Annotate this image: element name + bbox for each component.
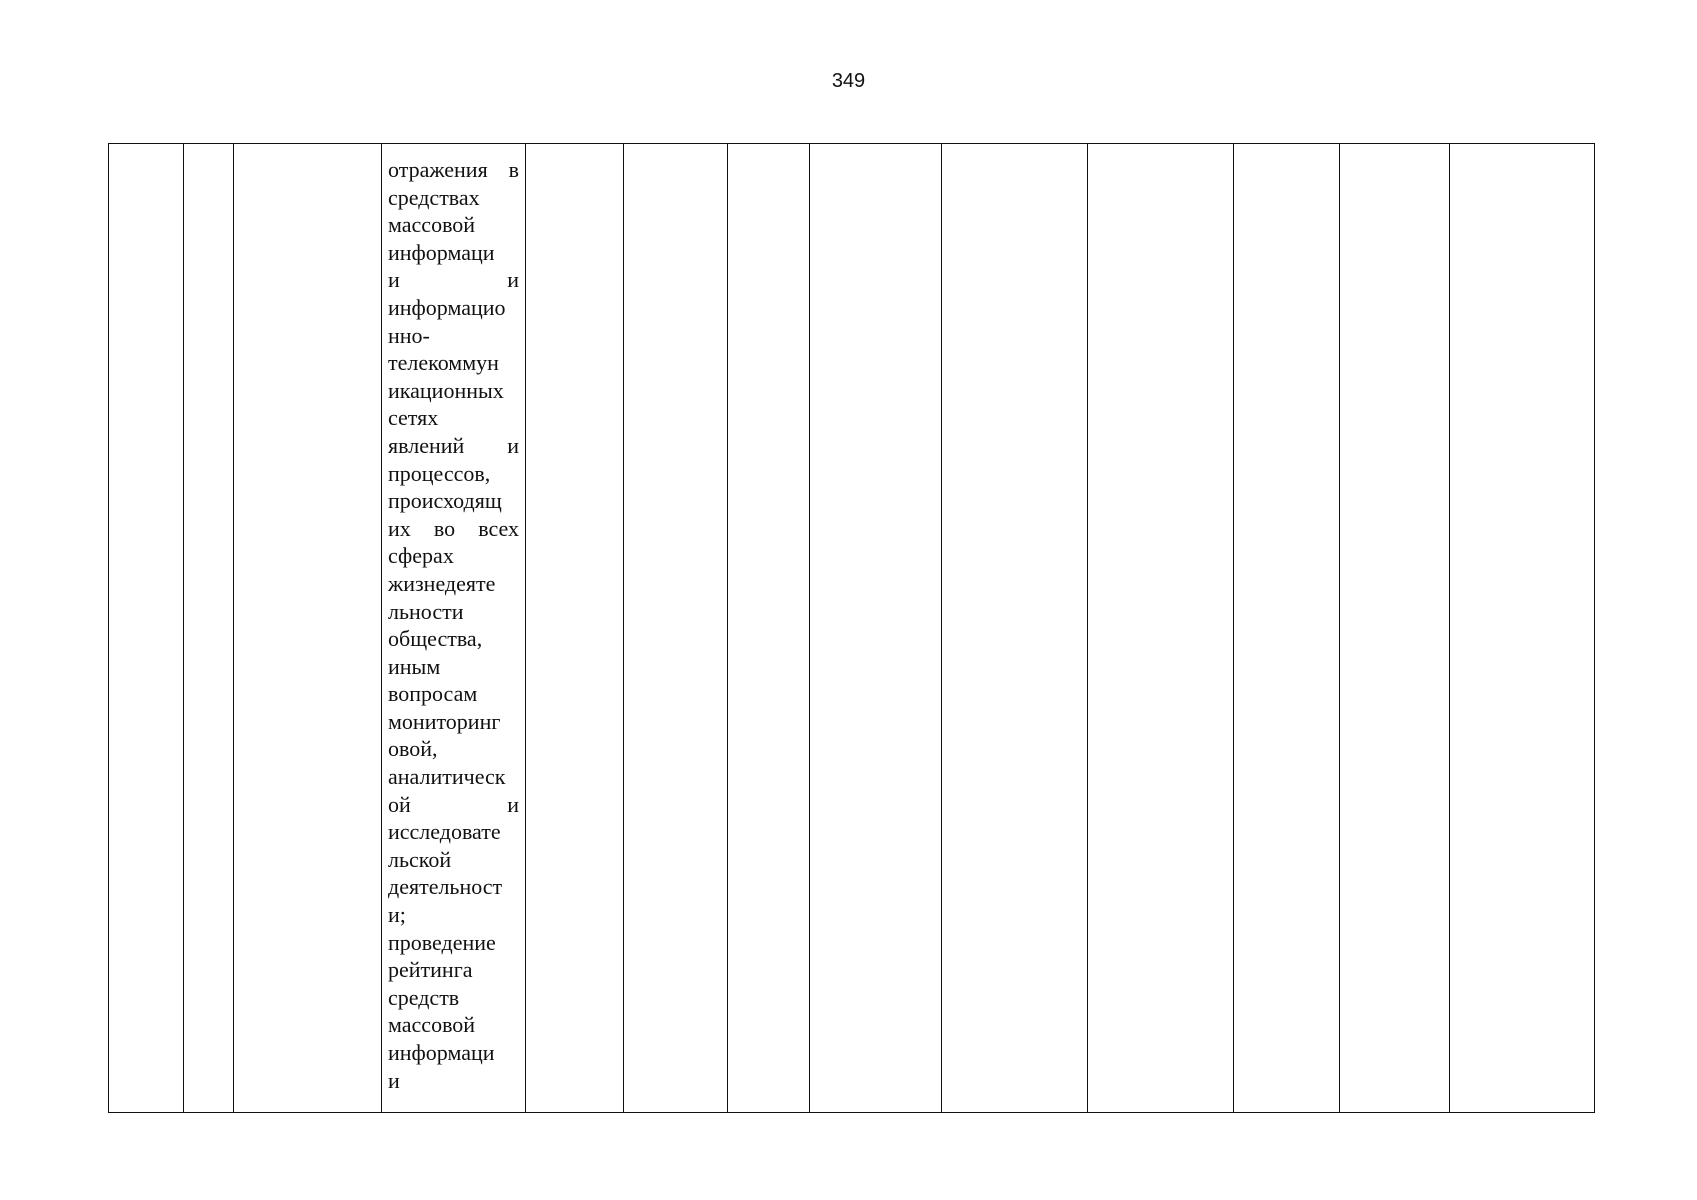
text-line: вопросам bbox=[388, 681, 478, 707]
text-line: средств bbox=[388, 984, 460, 1010]
text-line: икационных bbox=[388, 377, 504, 403]
text-line: сферах bbox=[388, 543, 454, 569]
table-cell-4 bbox=[382, 144, 526, 1113]
text-line: происходящ bbox=[388, 488, 502, 514]
cell-text bbox=[382, 144, 525, 1094]
table-cell-12 bbox=[1340, 144, 1450, 1113]
text-line: исследовате bbox=[388, 819, 501, 845]
text-line: рейтинга bbox=[388, 957, 473, 983]
text-line: явлений и bbox=[388, 432, 519, 458]
text-line: овой, bbox=[388, 736, 438, 762]
text-line: проведение bbox=[388, 929, 496, 955]
text-line: нно- bbox=[388, 322, 430, 348]
text-line: их во всех bbox=[388, 515, 519, 541]
text-line: общества, bbox=[388, 626, 483, 652]
table-cell-10 bbox=[1088, 144, 1234, 1113]
text-line: и и bbox=[388, 267, 519, 293]
table-cell-9 bbox=[942, 144, 1088, 1113]
text-line: ой и bbox=[388, 791, 519, 817]
text-line: отражения в bbox=[388, 157, 519, 182]
text-line: сетях bbox=[388, 405, 439, 431]
text-line: льности bbox=[388, 598, 464, 624]
text-line: иным bbox=[388, 653, 441, 679]
table-cell-5 bbox=[526, 144, 624, 1113]
table-cell-1 bbox=[109, 144, 184, 1113]
table-cell-13 bbox=[1450, 144, 1595, 1113]
table-cell-7 bbox=[728, 144, 810, 1113]
table-cell-8 bbox=[810, 144, 942, 1113]
table-cell-3 bbox=[234, 144, 382, 1113]
text-line: деятельност bbox=[388, 874, 503, 900]
table-cell-2 bbox=[184, 144, 234, 1113]
table-row bbox=[109, 144, 1595, 1113]
table-cell-11 bbox=[1234, 144, 1340, 1113]
text-line: процессов, bbox=[388, 460, 491, 486]
page-number: 349 bbox=[831, 70, 866, 92]
text-line: и bbox=[388, 1067, 400, 1093]
text-line: информаци bbox=[388, 1040, 495, 1065]
text-line: информаци bbox=[388, 239, 495, 265]
text-line: массовой bbox=[388, 212, 476, 238]
text-line: массовой bbox=[388, 1012, 476, 1038]
text-line: телекоммун bbox=[388, 350, 499, 376]
text-line: информацио bbox=[388, 294, 506, 320]
table-cell-6 bbox=[624, 144, 728, 1113]
document-table bbox=[108, 143, 1595, 1113]
text-line: жизнедеяте bbox=[388, 570, 496, 596]
text-line: средствах bbox=[388, 184, 480, 210]
text-line: аналитическ bbox=[388, 764, 506, 790]
text-line: льской bbox=[388, 846, 452, 872]
text-line: мониторинг bbox=[388, 708, 501, 734]
text-line: и; bbox=[388, 902, 406, 928]
